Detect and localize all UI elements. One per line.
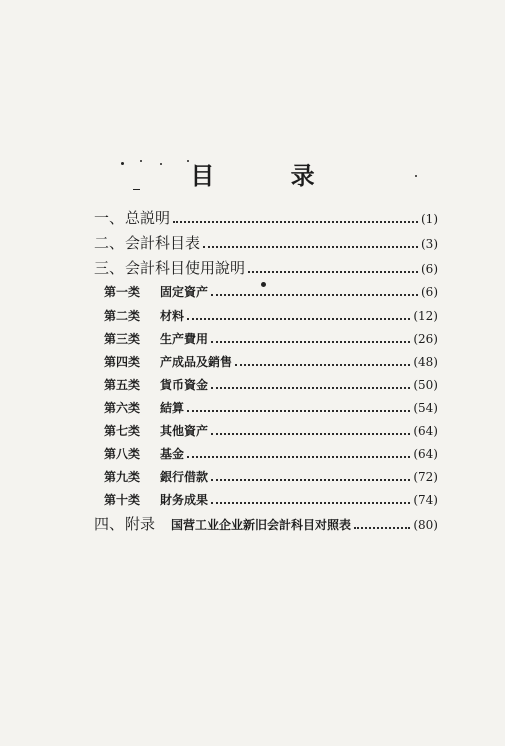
entry-label: 其他資产 [160,424,209,438]
entry-page: (1) [421,212,438,226]
dot-leader [173,221,418,223]
toc-entry [104,422,438,439]
entry-page: (80) [413,518,438,532]
toc-entry [104,307,438,324]
dot-leader [211,433,410,435]
entry-label: 基金 [160,447,185,461]
dot-leader [187,456,410,458]
entry-page: (74) [413,493,438,507]
toc-entry [104,376,438,393]
entry-page: (54) [413,401,438,415]
entry-label: 結算 [160,401,185,415]
dot-leader [211,479,410,481]
toc-entry [104,353,438,370]
entry-label: 附录 [125,515,156,533]
entry-label: 生产費用 [160,332,209,346]
entry-page: (26) [413,332,438,346]
entry-class: 第五类 [104,378,141,392]
dot-leader [211,294,418,296]
entry-number: 三、 [94,259,125,277]
entry-class: 第八类 [104,447,141,461]
toc-entry [94,207,438,228]
dot-leader [187,318,410,320]
entry-class: 第三类 [104,332,141,346]
entry-class: 第十类 [104,493,141,507]
entry-page: (64) [413,447,438,461]
toc-entry [104,283,438,300]
entry-class: 第九类 [104,470,141,484]
entry-number: 二、 [94,234,125,252]
entry-page: (6) [421,262,438,276]
dot-leader [354,527,410,529]
entry-page: (3) [421,237,438,251]
toc-entry [104,491,438,508]
toc-entry [104,445,438,462]
toc-entry [94,513,438,534]
entry-label: 产成品及銷售 [160,355,233,369]
toc-entry [104,468,438,485]
dot-leader [211,502,410,504]
entry-label: 銀行借款 [160,470,209,484]
entry-page: (72) [413,470,438,484]
dot-leader [211,341,410,343]
entry-class: 第二类 [104,309,141,323]
entry-label: 会計科目表 [125,234,201,252]
entry-page: (12) [413,309,438,323]
entry-number: 四、 [94,515,125,533]
entry-page: (6) [421,285,438,299]
page-title: 目 录 [190,161,349,190]
entry-label: 会計科目使用說明 [125,259,246,277]
entry-class: 第六类 [104,401,141,415]
entry-page: (64) [413,424,438,438]
entry-sublabel: 国营工业企业新旧会計科目对照表 [171,518,352,532]
entry-class: 第四类 [104,355,141,369]
toc-entry [104,330,438,347]
entry-page: (48) [413,355,438,369]
entry-number: 一、 [94,209,125,227]
entry-label: 貨币資金 [160,378,209,392]
dot-leader [203,246,418,248]
dot-leader [211,387,410,389]
entry-label: 总説明 [125,209,171,227]
dot-leader [235,364,410,366]
entry-class: 第七类 [104,424,141,438]
dot-leader [187,410,410,412]
toc-entry [104,399,438,416]
dot-leader [248,271,418,273]
entry-page: (50) [413,378,438,392]
entry-label: 固定資产 [160,285,209,299]
entry-label: 財务成果 [160,493,209,507]
entry-label: 材料 [160,309,185,323]
toc-entry [94,257,438,278]
toc-entry [94,232,438,253]
entry-class: 第一类 [104,285,141,299]
